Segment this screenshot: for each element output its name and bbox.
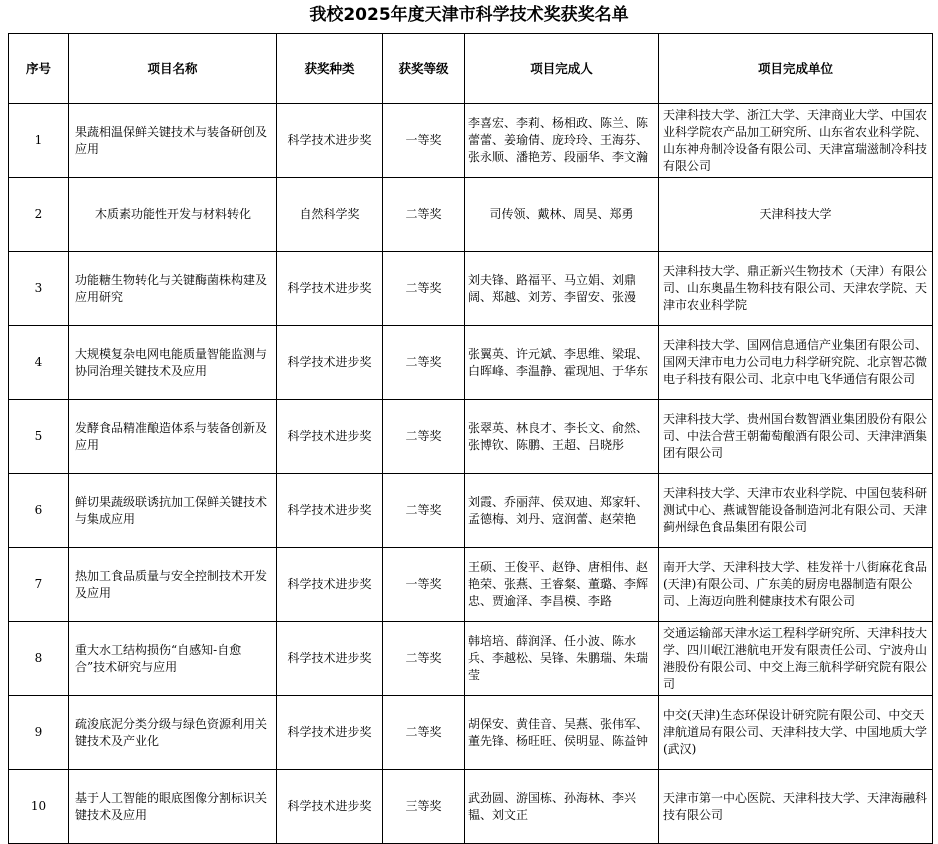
cell-name: 鲜切果蔬级联诱抗加工保鲜关键技术与集成应用 [69,474,277,548]
cell-type: 科学技术进步奖 [277,252,383,326]
cell-members: 李喜宏、李莉、杨相政、陈兰、陈蕾蕾、姜瑜倩、庞玲玲、王海芬、张永顺、潘艳芳、段丽华、李文瀚 [465,104,659,178]
cell-name: 木质素功能性开发与材料转化 [69,178,277,252]
cell-grade: 一等奖 [383,104,465,178]
cell-name: 功能糖生物转化与关键酶菌株构建及应用研究 [69,252,277,326]
cell-no: 5 [9,400,69,474]
cell-units: 中交(天津)生态环保设计研究院有限公司、中交天津航道局有限公司、天津科技大学、中国地质大学(武汉) [659,696,933,770]
table-row [9,770,933,844]
table-row [9,548,933,622]
cell-type: 科学技术进步奖 [277,622,383,696]
cell-no: 7 [9,548,69,622]
cell-no: 3 [9,252,69,326]
cell-no: 10 [9,770,69,844]
cell-no: 6 [9,474,69,548]
cell-name: 重大水工结构损伤“自感知-自愈合”技术研究与应用 [69,622,277,696]
award-table [8,33,933,844]
cell-grade: 二等奖 [383,696,465,770]
cell-name: 基于人工智能的眼底图像分割标识关键技术及应用 [69,770,277,844]
cell-units: 天津科技大学 [659,178,933,252]
cell-units: 天津科技大学、天津市农业科学院、中国包装科研测试中心、燕诚智能设备制造河北有限公司、天津蓟州绿色食品集团有限公司 [659,474,933,548]
table-row [9,622,933,696]
header-row [9,34,933,104]
cell-type: 科学技术进步奖 [277,400,383,474]
cell-name: 发酵食品精准酿造体系与装备创新及应用 [69,400,277,474]
header-members: 项目完成人 [465,34,659,104]
cell-no: 4 [9,326,69,400]
header-grade: 获奖等级 [383,34,465,104]
cell-units: 天津市第一中心医院、天津科技大学、天津海融科技有限公司 [659,770,933,844]
cell-type: 科学技术进步奖 [277,548,383,622]
cell-units: 南开大学、天津科技大学、桂发祥十八街麻花食品(天津)有限公司、广东美的厨房电器制造有限公司、上海迈向胜利健康技术有限公司 [659,548,933,622]
cell-units: 交通运输部天津水运工程科学研究所、天津科技大学、四川岷江港航电开发有限责任公司、宁波舟山港股份有限公司、中交上海三航科学研究院有限公司 [659,622,933,696]
cell-type: 科学技术进步奖 [277,696,383,770]
cell-members: 张翼英、许元斌、李思维、梁琨、白晖峰、李温静、霍现旭、于华东 [465,326,659,400]
page-title: 我校2025年度天津市科学技术奖获奖名单 [309,5,629,25]
table-row [9,104,933,178]
table-row [9,696,933,770]
cell-type: 科学技术进步奖 [277,326,383,400]
table-row [9,252,933,326]
cell-units: 天津科技大学、鼎正新兴生物技术（天津）有限公司、山东奥晶生物科技有限公司、天津农学院、天津市农业科学院 [659,252,933,326]
cell-members: 韩培培、薛润泽、任小波、陈水兵、李越松、吴锋、朱鹏瑞、朱瑞莹 [465,622,659,696]
header-units: 项目完成单位 [659,34,933,104]
cell-members: 司传领、戴林、周昊、郑勇 [465,178,659,252]
table-row [9,400,933,474]
cell-type: 科学技术进步奖 [277,104,383,178]
cell-no: 1 [9,104,69,178]
cell-name: 热加工食品质量与安全控制技术开发及应用 [69,548,277,622]
cell-no: 9 [9,696,69,770]
header-type: 获奖种类 [277,34,383,104]
cell-grade: 二等奖 [383,326,465,400]
cell-no: 8 [9,622,69,696]
cell-members: 张翠英、林良才、李长文、俞然、张博钦、陈鹏、王超、吕晓彤 [465,400,659,474]
cell-grade: 二等奖 [383,622,465,696]
cell-grade: 二等奖 [383,400,465,474]
cell-type: 自然科学奖 [277,178,383,252]
cell-name: 疏浚底泥分类分级与绿色资源利用关键技术及产业化 [69,696,277,770]
cell-grade: 二等奖 [383,178,465,252]
cell-grade: 一等奖 [383,548,465,622]
header-no: 序号 [9,34,69,104]
table-row [9,474,933,548]
table-row [9,178,933,252]
table-row [9,326,933,400]
cell-members: 刘霞、乔丽萍、侯双迪、郑家轩、孟德梅、刘丹、寇润蕾、赵荣艳 [465,474,659,548]
cell-name: 大规模复杂电网电能质量智能监测与协同治理关键技术及应用 [69,326,277,400]
cell-grade: 二等奖 [383,252,465,326]
cell-units: 天津科技大学、国网信息通信产业集团有限公司、国网天津市电力公司电力科学研究院、北京智芯微电子科技有限公司、北京中电飞华通信有限公司 [659,326,933,400]
cell-members: 武劲圆、游国栋、孙海林、李兴韫、刘文正 [465,770,659,844]
cell-members: 胡保安、黄佳音、吴燕、张伟军、董先锋、杨旺旺、侯明显、陈益钟 [465,696,659,770]
cell-units: 天津科技大学、贵州国台数智酒业集团股份有限公司、中法合营王朝葡萄酿酒有限公司、天津津酒集团有限公司 [659,400,933,474]
cell-name: 果蔬相温保鲜关键技术与装备研创及应用 [69,104,277,178]
cell-type: 科学技术进步奖 [277,474,383,548]
cell-members: 刘夫锋、路福平、马立娟、刘鼎阔、郑越、刘芳、李留安、张漫 [465,252,659,326]
header-name: 项目名称 [69,34,277,104]
cell-members: 王硕、王俊平、赵铮、唐相伟、赵艳荣、张燕、王睿粲、董璐、李辉忠、贾逾泽、李昌模、李路 [465,548,659,622]
cell-grade: 二等奖 [383,474,465,548]
cell-grade: 三等奖 [383,770,465,844]
cell-units: 天津科技大学、浙江大学、天津商业大学、中国农业科学院农产品加工研究所、山东省农业科学院、山东神舟制冷设备有限公司、天津富瑞滋制冷科技有限公司 [659,104,933,178]
cell-no: 2 [9,178,69,252]
cell-type: 科学技术进步奖 [277,770,383,844]
